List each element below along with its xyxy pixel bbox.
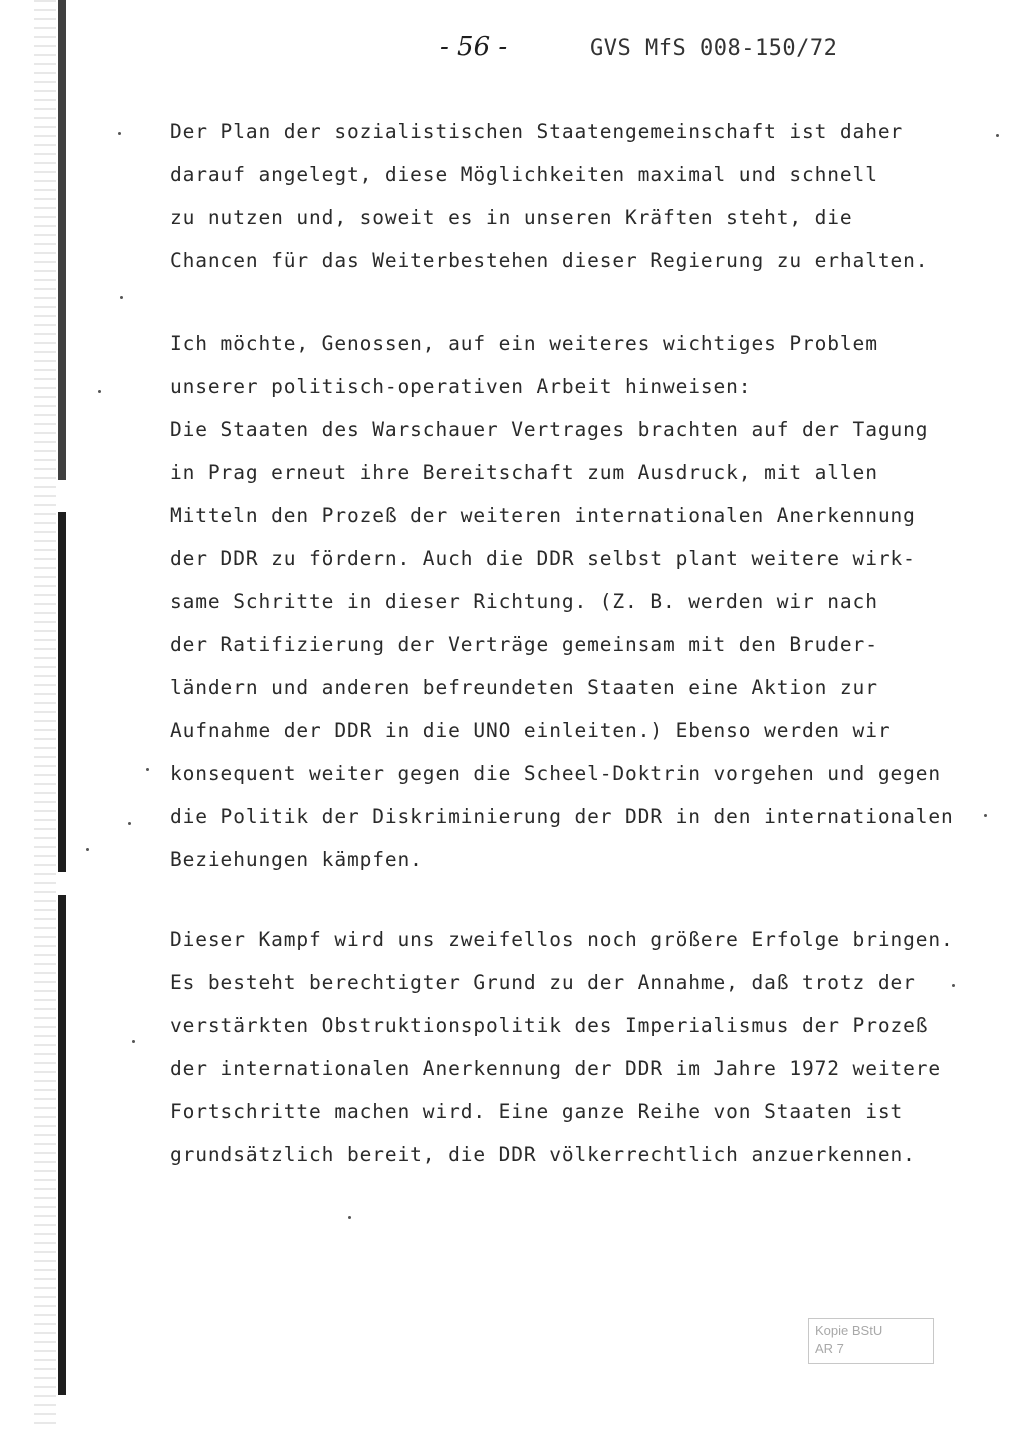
- scan-edge-bar: [58, 0, 66, 480]
- text-line: Der Plan der sozialistischen Staatengemeinschaft ist daher: [170, 120, 904, 143]
- text-line: konsequent weiter gegen die Scheel-Doktrin vorgehen und gegen: [170, 762, 942, 785]
- scan-speck: [984, 814, 987, 817]
- text-line: in Prag erneut ihre Bereitschaft zum Ausdruck, mit allen: [170, 461, 878, 484]
- text-line: Ich möchte, Genossen, auf ein weiteres wichtiges Problem: [170, 332, 878, 355]
- scan-speck: [120, 296, 123, 299]
- text-line: unserer politisch-operativen Arbeit hinweisen:: [170, 375, 752, 398]
- document-reference: GVS MfS 008-150/72: [590, 36, 838, 61]
- paragraph-3: [170, 918, 970, 1176]
- text-line: der Ratifizierung der Verträge gemeinsam mit den Bruder-: [170, 633, 878, 656]
- stamp-line-2: AR 7: [815, 1341, 844, 1356]
- text-line: Chancen für das Weiterbestehen dieser Regierung zu erhalten.: [170, 249, 929, 272]
- scan-speck: [952, 984, 955, 987]
- text-line: darauf angelegt, diese Möglichkeiten maximal und schnell: [170, 163, 878, 186]
- scan-speck: [128, 822, 131, 825]
- paragraph-1: [170, 110, 970, 282]
- scan-speck: [118, 132, 121, 135]
- page-header: [440, 32, 920, 72]
- text-line: grundsätzlich bereit, die DDR völkerrechtlich anzuerkennen.: [170, 1143, 916, 1166]
- scan-speck: [98, 390, 101, 393]
- archive-stamp: [808, 1318, 934, 1364]
- text-line: Die Staaten des Warschauer Vertrages brachten auf der Tagung: [170, 418, 929, 441]
- text-line: Aufnahme der DDR in die UNO einleiten.) Ebenso werden wir: [170, 719, 891, 742]
- text-line: Beziehungen kämpfen.: [170, 848, 423, 871]
- paragraph-2: [170, 322, 970, 881]
- text-line: Es besteht berechtigter Grund zu der Annahme, daß trotz der: [170, 971, 916, 994]
- scan-speck: [996, 134, 999, 137]
- scan-edge-speckle: [34, 0, 56, 1430]
- scan-edge-bar: [58, 895, 66, 1395]
- text-line: same Schritte in dieser Richtung. (Z. B. werden wir nach: [170, 590, 878, 613]
- scan-speck: [146, 768, 149, 771]
- page-number: - 56 -: [440, 32, 508, 62]
- scan-edge-bar: [58, 512, 66, 872]
- stamp-line-1: Kopie BStU: [815, 1323, 883, 1338]
- text-line: zu nutzen und, soweit es in unseren Kräften steht, die: [170, 206, 853, 229]
- text-line: der internationalen Anerkennung der DDR im Jahre 1972 weitere: [170, 1057, 942, 1080]
- text-line: Fortschritte machen wird. Eine ganze Reihe von Staaten ist: [170, 1100, 904, 1123]
- text-line: die Politik der Diskriminierung der DDR in den internationalen: [170, 805, 954, 828]
- scan-speck: [348, 1216, 351, 1219]
- text-line: ländern und anderen befreundeten Staaten eine Aktion zur: [170, 676, 878, 699]
- text-line: verstärkten Obstruktionspolitik des Imperialismus der Prozeß: [170, 1014, 929, 1037]
- scan-speck: [132, 1040, 135, 1043]
- text-line: der DDR zu fördern. Auch die DDR selbst plant weitere wirk-: [170, 547, 916, 570]
- scan-speck: [86, 848, 89, 851]
- text-line: Dieser Kampf wird uns zweifellos noch größere Erfolge bringen.: [170, 928, 954, 951]
- text-line: Mitteln den Prozeß der weiteren internationalen Anerkennung: [170, 504, 916, 527]
